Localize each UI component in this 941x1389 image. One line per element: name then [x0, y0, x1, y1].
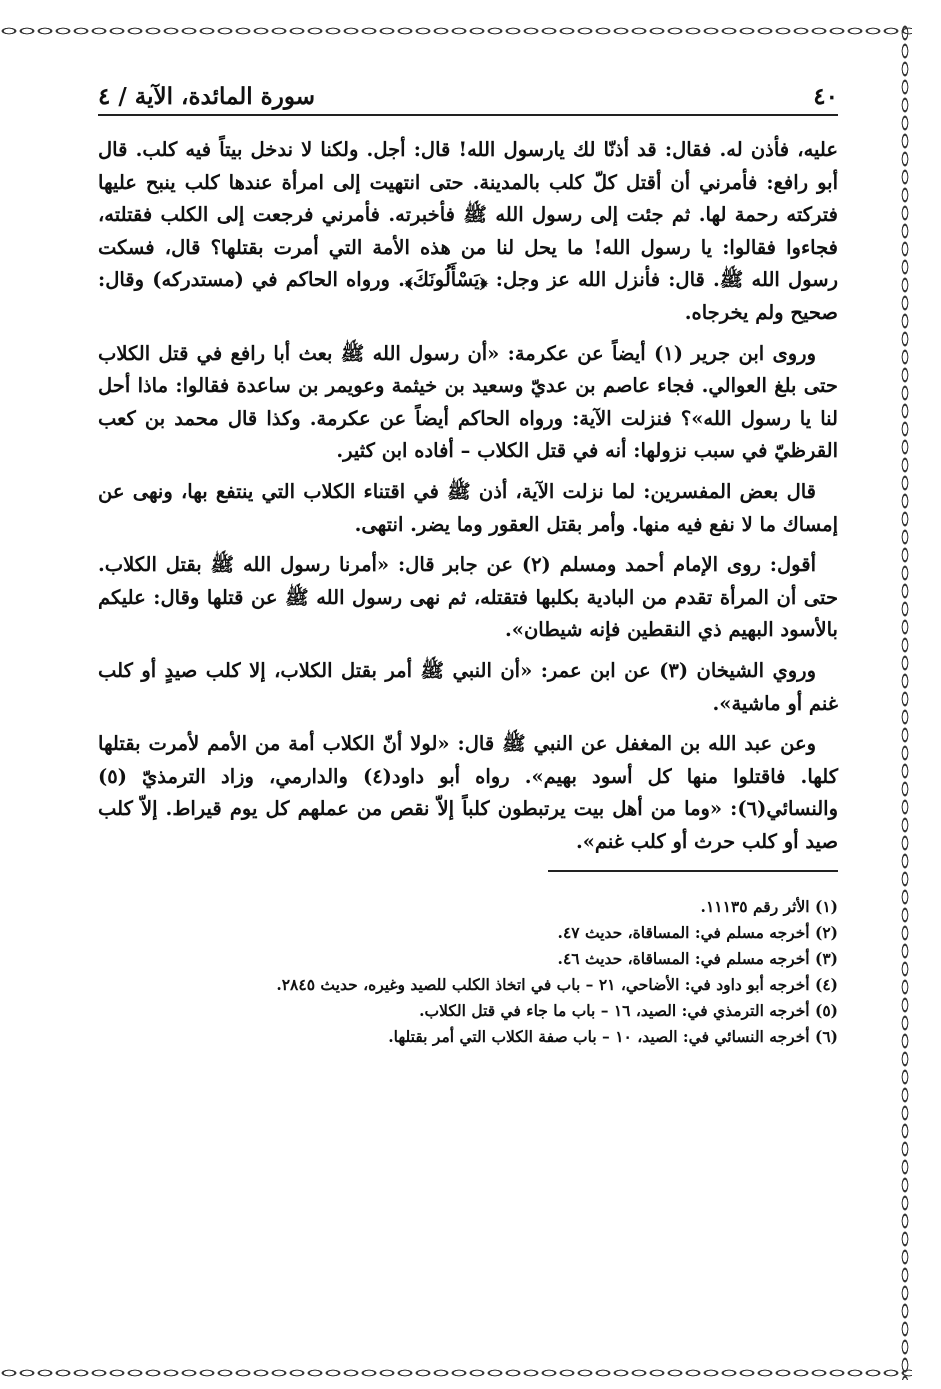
footnote: (٥) أخرجه الترمذي في: الصيد، ١٦ – باب ما جاء في قتل الكلاب. — [419, 1001, 838, 1021]
running-title: سورة المائدة، الآية / ٤ — [98, 83, 315, 110]
footnote-divider — [548, 870, 838, 872]
paragraph: عليه، فأذن له. فقال: قد أذنّا لك يارسول الله! قال: أجل. ولكنا لا ندخل بيتاً فيه كلب. قال أبو رافع: فأمرني أن أقتل كلّ كلب بالمدينة. حتى انتهيت إلى امرأة عندها كلب ينبح عليها فتركته رحمة لها. ثم جئت إلى رسول الله ﷺ فأخبرته. فأمرني فرجعت إلى الكلب فقتلته، فجاءوا فقالوا: يا رسول الله! ما يحل لنا من هذه الأمة التي أمرت بقتلها؟ قال، فسكت رسول الله ﷺ. قال: فأنزل الله عز وجل: ﴿يَسْأَلُونَكَ﴾. ورواه الحاكم في (مستدركه) وقال: صحيح ولم يخرجاه. — [98, 138, 838, 324]
main-text — [98, 134, 838, 858]
page-header — [98, 70, 838, 116]
paragraph: قال بعض المفسرين: لما نزلت الآية، أذن ﷺ في اقتناء الكلاب التي ينتفع بها، ونهى عن إمساك ما لا نفع فيه منها. وأمر بقتل العقور وما يضر. انتهى. — [98, 479, 838, 536]
footnote: (٦) أخرجه النسائي في: الصيد، ١٠ – باب صفة الكلاب التي أمر بقتلها. — [388, 1027, 838, 1047]
footnote: (٣) أخرجه مسلم في: المساقاة، حديث ٤٦. — [557, 949, 838, 969]
paragraph: وعن عبد الله بن المغفل عن النبي ﷺ قال: «لولا أنّ الكلاب أمة من الأمم لأمرت بقتلها كلها. فاقتلوا منها كل أسود بهيم». رواه أبو داود(٤) والدارمي، وزاد الترمذيّ (٥) والنسائي(٦): «وما من أهل بيت يرتبطون كلباً إلاّ نقص من عملهم كل يوم قيراط. إلاّ كلب صيد أو كلب حرث أو كلب غنم». — [98, 732, 839, 853]
footnote: (٤) أخرجه أبو داود في: الأضاحي، ٢١ – باب في اتخاذ الكلب للصيد وغيره، حديث ٢٨٤٥. — [276, 975, 838, 995]
paragraph: أقول: روى الإمام أحمد ومسلم (٢) عن جابر قال: «أمرنا رسول الله ﷺ بقتل الكلاب. حتى أن المرأة تقدم من البادية بكلبها فتقتله، ثم نهى رسول الله ﷺ عن قتلها وقال: عليكم بالأسود البهيم ذي النقطين فإنه شيطان». — [98, 553, 838, 642]
decorative-chain-border-top — [0, 24, 912, 38]
decorative-chain-border-right — [898, 24, 912, 1380]
decorative-chain-border-bottom — [0, 1366, 912, 1380]
footnote: (٢) أخرجه مسلم في: المساقاة، حديث ٤٧. — [557, 923, 838, 943]
page-number: ٤٠ — [813, 83, 838, 110]
paragraph: وروى ابن جرير (١) أيضاً عن عكرمة: «أن رسول الله ﷺ بعث أبا رافع في قتل الكلاب حتى بلغ العوالي. فجاء عاصم بن عديّ وسعيد بن خيثمة وعويمر بن ساعدة فقالوا: ماذا أحل لنا يا رسول الله»؟ فنزلت الآية: ورواه الحاكم أيضاً عن عكرمة. وكذا قال محمد بن كعب القرظيّ في سبب نزولها: أنه في قتل الكلاب – أفاده ابن كثير. — [98, 341, 838, 463]
book-page — [98, 70, 838, 1050]
footnotes — [98, 894, 838, 1050]
paragraph: وروي الشيخان (٣) عن ابن عمر: «أن النبي ﷺ أمر بقتل الكلاب، إلا كلب صيدٍ أو كلب غنم أو ماشية». — [98, 658, 838, 715]
footnote: (١) الأثر رقم ١١١٣٥. — [700, 897, 838, 917]
